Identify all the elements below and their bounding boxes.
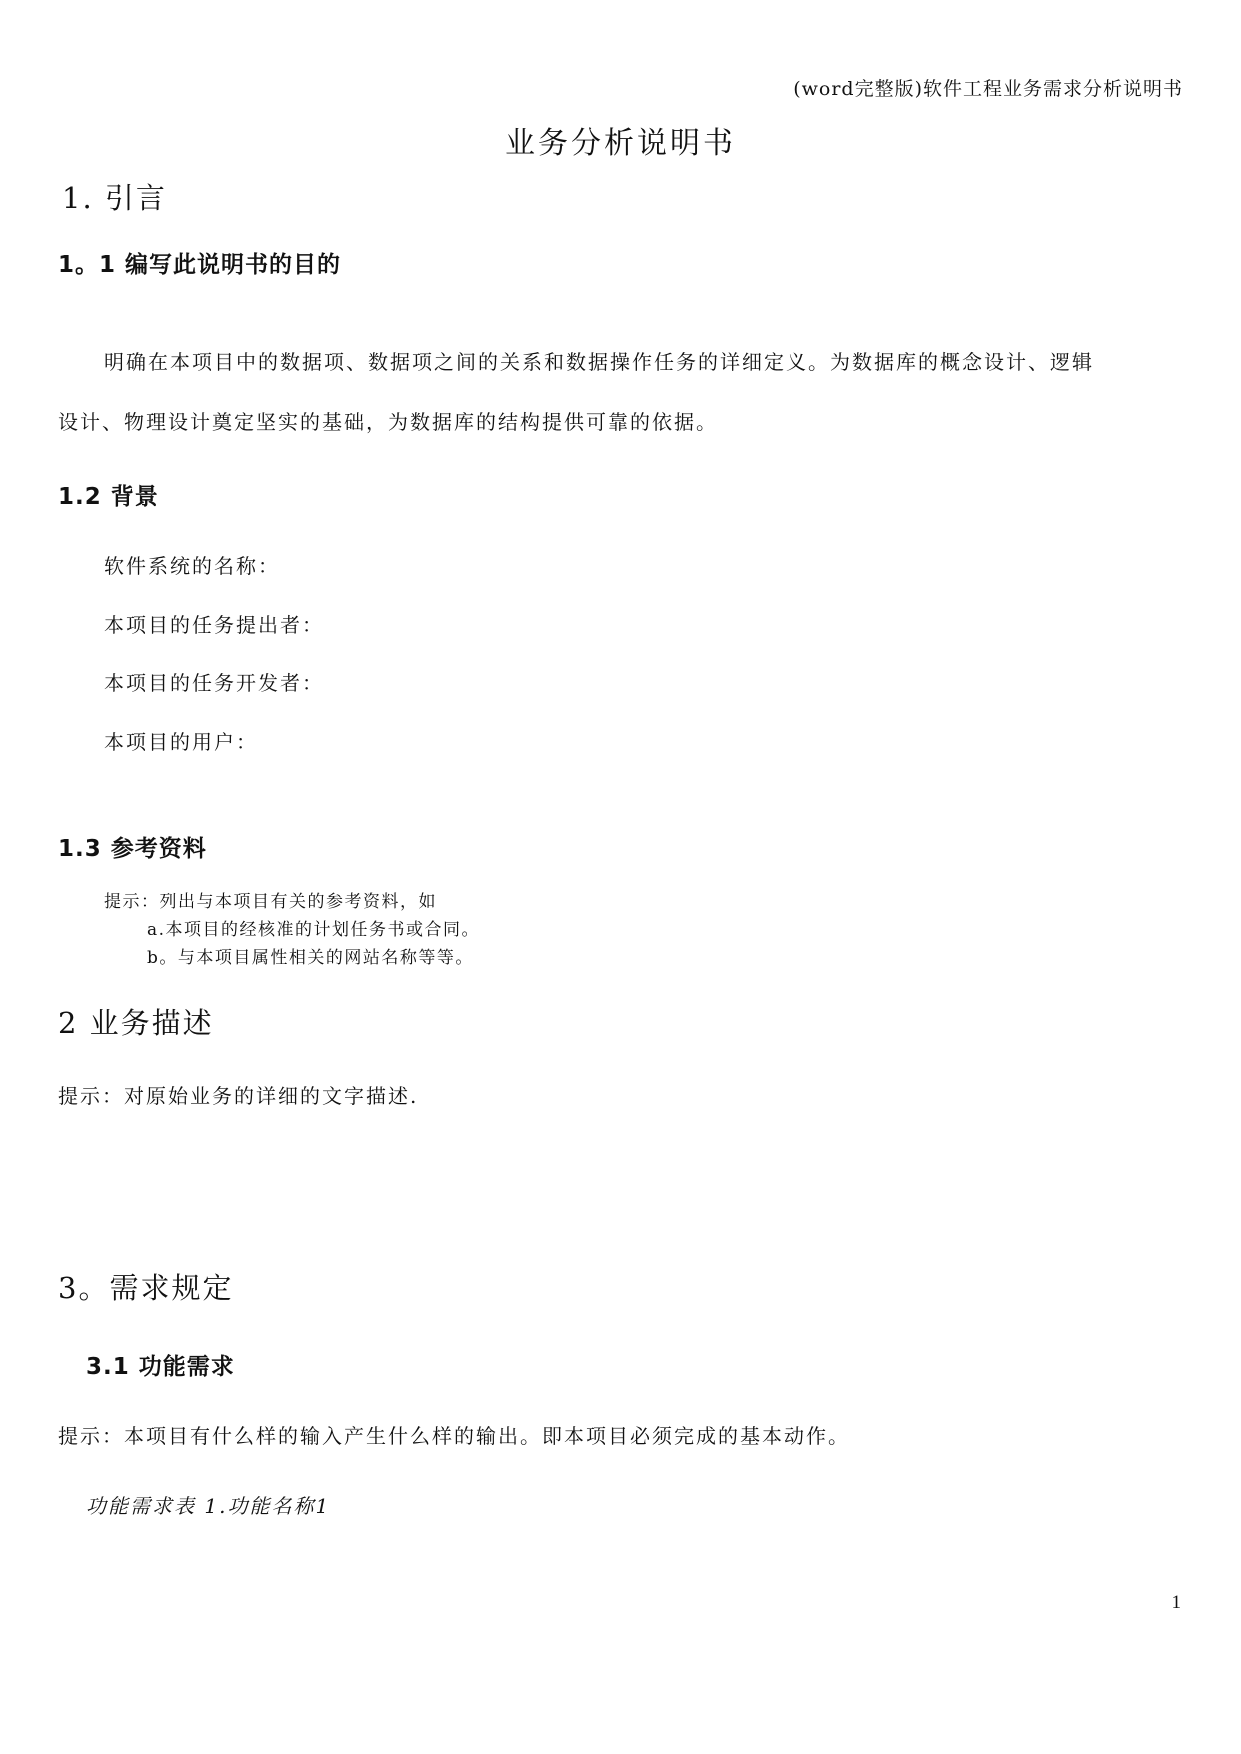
background-item-software-name: 软件系统的名称：	[104, 554, 280, 578]
functional-table-caption: 功能需求表 1.功能名称1	[86, 1494, 331, 1518]
running-header: (word完整版)软件工程业务需求分析说明书	[793, 78, 1183, 100]
section-1-1-heading: 1。1 编写此说明书的目的	[58, 252, 342, 278]
references-item-b: b。与本项目属性相关的网站名称等等。	[147, 948, 474, 968]
section-1-heading: 1. 引言	[62, 181, 167, 215]
background-item-proposer: 本项目的任务提出者：	[104, 613, 324, 637]
references-hint: 提示：列出与本项目有关的参考资料，如	[104, 892, 437, 912]
section-1-2-heading: 1.2 背景	[58, 484, 159, 510]
section-3-heading: 3。需求规定	[58, 1271, 234, 1305]
references-item-a: a.本项目的经核准的计划任务书或合同。	[147, 920, 481, 940]
section-2-heading: 2 业务描述	[58, 1006, 214, 1040]
page-number: 1	[1171, 1592, 1181, 1613]
functional-hint: 提示：本项目有什么样的输入产生什么样的输出。即本项目必须完成的基本动作。	[58, 1424, 850, 1448]
section-3-1-heading: 3.1 功能需求	[86, 1354, 235, 1380]
document-title: 业务分析说明书	[505, 126, 736, 161]
background-item-users: 本项目的用户：	[104, 730, 258, 754]
purpose-paragraph-line-1: 明确在本项目中的数据项、数据项之间的关系和数据操作任务的详细定义。为数据库的概念设计、逻辑	[104, 350, 1094, 374]
purpose-paragraph-line-2: 设计、物理设计奠定坚实的基础，为数据库的结构提供可靠的依据。	[58, 410, 718, 434]
section-1-3-heading: 1.3 参考资料	[58, 836, 207, 862]
background-item-developer: 本项目的任务开发者：	[104, 671, 324, 695]
business-hint: 提示：对原始业务的详细的文字描述.	[58, 1084, 419, 1108]
